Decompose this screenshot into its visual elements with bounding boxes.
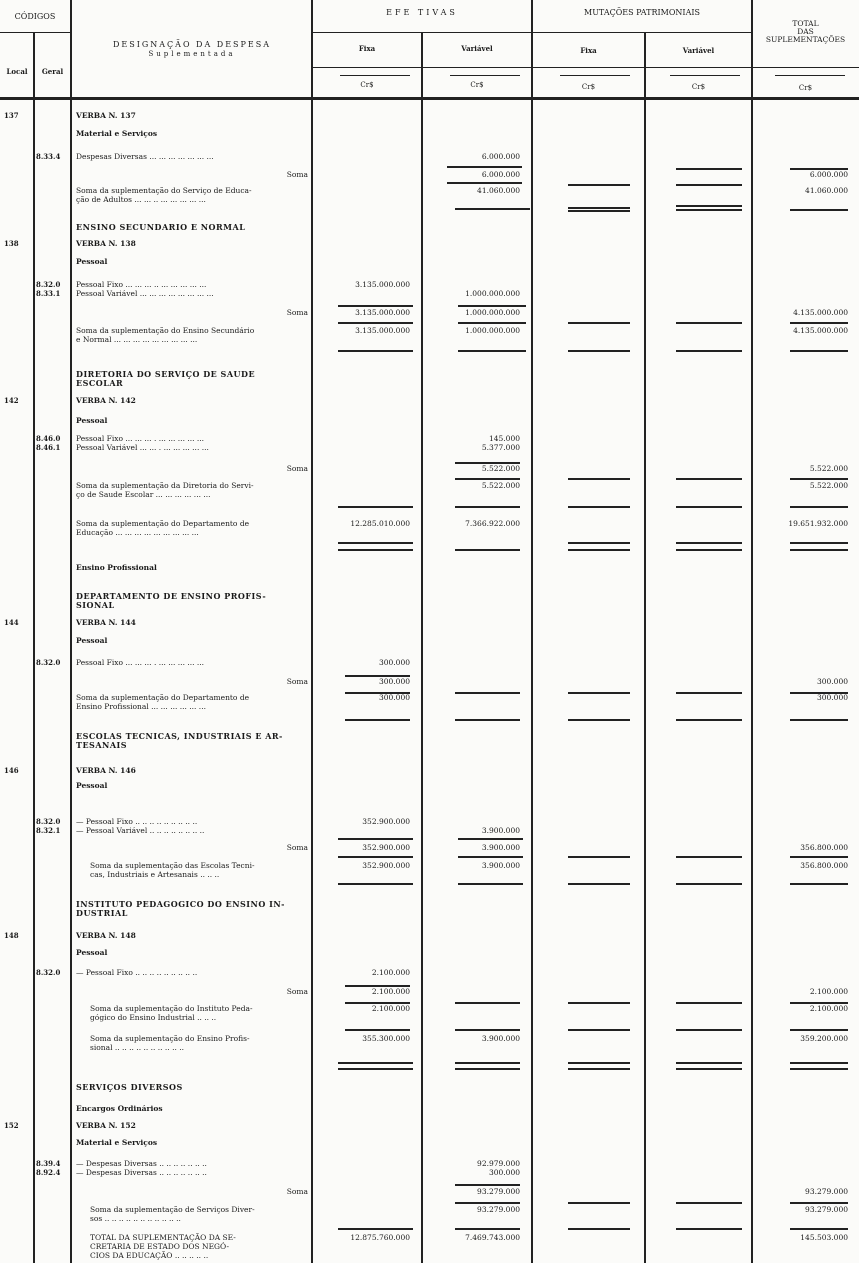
sum-rule: [455, 549, 520, 551]
code-geral: 8.32.0: [36, 968, 61, 977]
amount-variavel: 92.979.000 300.000: [477, 1159, 520, 1177]
row-description: Soma da suplementação das Escolas Tecni- cas, Industriais e Artesanais .. .. ..: [90, 861, 255, 879]
currency-label: Cr$: [470, 81, 484, 89]
row-description: — Pessoal Fixo .. .. .. .. .. .. .. .. ..: [76, 968, 198, 977]
row-description: Pessoal: [76, 781, 108, 790]
row-description: Soma da suplementação do Ensino Profis- sional .. .. .. .. .. .. .. .. .. ..: [90, 1034, 250, 1052]
sum-rule: [676, 1062, 742, 1064]
amount-total: 356.800.000: [800, 861, 848, 870]
code-geral: 8.33.4: [36, 152, 61, 161]
row-description: Ensino Profissional: [76, 563, 157, 572]
sum-rule: [455, 506, 520, 508]
sum-rule: [338, 1068, 413, 1070]
header-bottom-rule: [0, 97, 859, 100]
sum-rule: [458, 350, 526, 352]
amount-fixa: 2.100.000: [371, 987, 410, 996]
sum-rule: [568, 883, 630, 885]
row-description: Soma da suplementação de Serviços Diver- sos .. .. .. .. .. .. .. .. .. .. ..: [90, 1205, 255, 1223]
row-description: Material e Serviços: [76, 1138, 158, 1147]
row-description: Pessoal Fixo ... ... ... .. ... ... ... ... ... Pessoal Variável ... ... ... ... ... ... ... ...: [76, 280, 214, 298]
amount-total: 300.000: [816, 693, 848, 702]
header-geral: Geral: [41, 67, 64, 76]
sum-rule: [790, 350, 848, 352]
row-description: Soma: [286, 843, 308, 852]
sum-rule: [676, 350, 742, 352]
amount-fixa: 2.100.000: [371, 1004, 410, 1013]
code-local: 144: [4, 618, 19, 627]
sum-rule: [676, 322, 742, 324]
header-rule: [340, 75, 410, 76]
row-description: VERBA N. 146: [76, 766, 136, 775]
sum-rule: [338, 1062, 413, 1064]
row-description: Soma: [286, 170, 308, 179]
sum-rule: [676, 1202, 742, 1204]
amount-variavel: 6.000.000: [481, 170, 520, 179]
header-rule: [450, 75, 520, 76]
amount-fixa: 300.000: [378, 693, 410, 702]
sum-rule: [568, 210, 630, 212]
sum-rule: [568, 350, 630, 352]
sum-rule: [455, 1202, 520, 1204]
header-designacao-sub: Suplementada: [148, 50, 236, 58]
amount-variavel: 3.900.000: [481, 843, 520, 852]
sum-rule: [790, 1029, 848, 1031]
row-description: VERBA N. 137: [76, 111, 136, 120]
row-description: Soma da suplementação do Ensino Secundário e Normal ... ... ... ... ... ... ... ... ...: [76, 326, 255, 344]
code-local: 138: [4, 239, 19, 248]
sum-rule: [568, 692, 630, 694]
sum-rule: [447, 182, 522, 184]
amount-variavel: 3.900.000: [481, 826, 520, 835]
sum-rule: [458, 856, 523, 858]
row-description: VERBA N. 152: [76, 1121, 136, 1130]
amount-fixa: 352.900.000: [362, 843, 410, 852]
sum-rule: [790, 856, 848, 858]
code-local: 152: [4, 1121, 19, 1130]
amount-variavel: 3.900.000: [481, 1034, 520, 1043]
sum-rule: [790, 1202, 848, 1204]
sum-rule: [568, 719, 630, 721]
code-local: 137: [4, 111, 19, 120]
sum-rule: [790, 168, 848, 170]
sum-rule: [568, 856, 630, 858]
row-description: — Despesas Diversas .. .. .. .. .. .. .. — Despesas Diversas .. .. .. .. .. .. ..: [76, 1159, 207, 1177]
sum-rule: [455, 692, 520, 694]
column-divider: [70, 0, 72, 1263]
row-description: Soma: [286, 308, 308, 317]
header-designacao: DESIGNAÇÃO DA DESPESA: [112, 40, 271, 49]
sum-rule: [338, 838, 413, 840]
amount-total: 93.279.000: [805, 1205, 848, 1214]
code-local: 148: [4, 931, 19, 940]
sum-rule: [345, 692, 410, 694]
sum-rule: [345, 719, 410, 721]
row-description: Soma da suplementação do Serviço de Educa- ção de Adultos ... ... .. ... ... ... ... ...: [76, 186, 252, 204]
column-divider: [531, 0, 533, 1263]
sum-rule: [676, 719, 742, 721]
amount-fixa: 3.135.000.000: [355, 308, 410, 317]
amount-total: 41.060.000: [805, 186, 848, 195]
sum-rule: [790, 883, 848, 885]
amount-variavel: 1.000.000.000: [465, 308, 520, 317]
amount-total: 2.100.000: [809, 1004, 848, 1013]
amount-variavel: 1.000.000.000: [465, 289, 520, 298]
row-description: Pessoal: [76, 948, 108, 957]
column-divider: [421, 32, 423, 1263]
sum-rule: [676, 692, 742, 694]
sum-rule: [790, 719, 848, 721]
amount-total: 300.000: [816, 677, 848, 686]
sum-rule: [676, 856, 742, 858]
sum-rule: [568, 184, 630, 186]
sum-rule: [455, 462, 520, 464]
row-description: Pessoal: [76, 416, 108, 425]
sum-rule: [455, 1002, 520, 1004]
sum-rule: [676, 1029, 742, 1031]
amount-variavel: 7.366.922.000: [465, 519, 520, 528]
sum-rule: [345, 985, 410, 987]
amount-fixa: 12.875.760.000: [350, 1233, 410, 1242]
currency-label: Cr$: [691, 83, 706, 91]
row-description: Soma da suplementação da Diretoria do Servi- ço de Saude Escolar ... ... ... ... ... ...: [76, 481, 254, 499]
row-description: DEPARTAMENTO DE ENSINO PROFIS- SIONAL: [76, 591, 267, 610]
sum-rule: [790, 1228, 848, 1230]
sum-rule: [676, 883, 742, 885]
amount-fixa: 300.000: [378, 677, 410, 686]
row-description: VERBA N. 138: [76, 239, 136, 248]
sum-rule: [790, 1002, 848, 1004]
amount-fixa: 12.285.010.000: [350, 519, 410, 528]
sum-rule: [345, 1029, 410, 1031]
column-divider: [33, 32, 35, 1263]
header-variavel: Variável: [461, 44, 493, 53]
sum-rule: [676, 1228, 742, 1230]
header-rule: [312, 32, 752, 33]
sum-rule: [790, 506, 848, 508]
column-divider: [644, 32, 646, 1263]
row-description: SERVIÇOS DIVERSOS: [76, 1082, 183, 1092]
code-geral: 8.39.4 8.92.4: [36, 1159, 61, 1177]
sum-rule: [676, 1002, 742, 1004]
amount-total: 5.522.000: [809, 481, 848, 490]
sum-rule: [338, 883, 413, 885]
amount-total: 5.522.000: [809, 464, 848, 473]
sum-rule: [676, 506, 742, 508]
sum-rule: [790, 1062, 848, 1064]
header-total: TOTAL DAS SUPLEMENTAÇÕES: [765, 19, 846, 44]
sum-rule: [790, 478, 848, 480]
sum-rule: [790, 692, 848, 694]
sum-rule: [676, 1068, 742, 1070]
row-description: Soma: [286, 987, 308, 996]
header-rule: [312, 67, 859, 68]
amount-variavel: 1.000.000.000: [465, 326, 520, 335]
row-description: VERBA N. 144: [76, 618, 136, 627]
sum-rule: [568, 322, 630, 324]
row-description: Pessoal Fixo ... ... ... . ... ... ... ... ... Pessoal Variável ... ... . ... ... ... ... ...: [76, 434, 209, 452]
sum-rule: [338, 856, 413, 858]
code-geral: 8.46.0 8.46.1: [36, 434, 61, 452]
sum-rule: [338, 506, 413, 508]
sum-rule: [455, 1062, 520, 1064]
sum-rule: [455, 478, 520, 480]
header-efetivas: EFE TIVAS: [386, 8, 458, 17]
row-description: TOTAL DA SUPLEMENTAÇÃO DA SE- CRETARIA DE ESTADO DOS NEGÓ- CIOS DA EDUCAÇÃO .. .. .. .. ..: [90, 1233, 236, 1260]
sum-rule: [676, 209, 742, 211]
sum-rule: [338, 549, 413, 551]
amount-variavel: 5.522.000: [481, 464, 520, 473]
sum-rule: [790, 549, 848, 551]
amount-variavel: 93.279.000: [477, 1187, 520, 1196]
sum-rule: [338, 305, 413, 307]
header-codigos: CÓDIGOS: [14, 12, 56, 21]
row-description: INSTITUTO PEDAGOGICO DO ENSINO IN- DUSTRIAL: [76, 899, 285, 918]
amount-total: 93.279.000: [805, 1187, 848, 1196]
row-description: Despesas Diversas ... ... ... ... ... ... ...: [76, 152, 214, 161]
row-description: Soma: [286, 677, 308, 686]
row-description: VERBA N. 142: [76, 396, 136, 405]
row-description: Material e Serviços: [76, 129, 158, 138]
sum-rule: [676, 478, 742, 480]
sum-rule: [338, 322, 413, 324]
row-description: ENSINO SECUNDARIO E NORMAL: [76, 222, 246, 232]
code-geral: 8.32.0 8.33.1: [36, 280, 61, 298]
sum-rule: [455, 719, 520, 721]
amount-fixa: 355.300.000: [362, 1034, 410, 1043]
amount-total: 356.800.000: [800, 843, 848, 852]
column-divider: [311, 0, 313, 1263]
sum-rule: [338, 1228, 413, 1230]
sum-rule: [458, 838, 523, 840]
amount-fixa: 352.900.000: [362, 817, 410, 826]
amount-total: 6.000.000: [809, 170, 848, 179]
sum-rule: [568, 549, 630, 551]
amount-total: 2.100.000: [809, 987, 848, 996]
sum-rule: [568, 1029, 630, 1031]
header-rule: [0, 32, 70, 33]
sum-rule: [790, 542, 848, 544]
row-description: Soma da suplementação do Instituto Peda- gógico do Ensino Industrial .. .. ..: [90, 1004, 253, 1022]
sum-rule: [455, 1228, 520, 1230]
header-mutacoes: MUTAÇÕES PATRIMONIAIS: [584, 8, 700, 17]
amount-variavel: 93.279.000: [477, 1205, 520, 1214]
amount-total: 359.200.000: [800, 1034, 848, 1043]
header-rule: [670, 75, 740, 76]
sum-rule: [568, 1062, 630, 1064]
sum-rule: [568, 1202, 630, 1204]
sum-rule: [568, 1002, 630, 1004]
sum-rule: [790, 322, 848, 324]
row-description: Soma da suplementação do Departamento de Educação ... ... ... ... ... ... ... ... ...: [76, 519, 250, 537]
header-fixa: Fixa: [358, 44, 376, 53]
header-rule: [560, 75, 630, 76]
amount-fixa: 3.135.000.000: [355, 326, 410, 335]
currency-label: Cr$: [360, 81, 374, 89]
row-description: — Pessoal Fixo .. .. .. .. .. .. .. .. .. — Pessoal Variável .. .. .. .. .. .. .. ..: [76, 817, 205, 835]
sum-rule: [455, 208, 530, 210]
sum-rule: [568, 1068, 630, 1070]
sum-rule: [458, 883, 523, 885]
code-geral: 8.32.0 8.32.1: [36, 817, 61, 835]
sum-rule: [676, 549, 742, 551]
sum-rule: [676, 205, 742, 207]
sum-rule: [790, 1068, 848, 1070]
amount-fixa: 3.135.000.000: [355, 280, 410, 289]
row-description: Soma da suplementação do Departamento de Ensino Profissional ... ... ... ... ... ...: [76, 693, 250, 711]
header-mut-variavel: Variável: [682, 46, 715, 55]
row-description: Soma: [286, 464, 308, 473]
sum-rule: [455, 1068, 520, 1070]
row-description: Pessoal: [76, 636, 108, 645]
sum-rule: [338, 542, 413, 544]
amount-variavel: 145.000 5.377.000: [481, 434, 520, 452]
code-geral: 8.32.0: [36, 658, 61, 667]
amount-total: 4.135.000.000: [793, 308, 848, 317]
row-description: DIRETORIA DO SERVIÇO DE SAUDE ESCOLAR: [76, 369, 256, 388]
header-rule: [775, 75, 845, 76]
sum-rule: [447, 166, 522, 168]
row-description: Encargos Ordinários: [76, 1104, 163, 1113]
sum-rule: [568, 542, 630, 544]
amount-variavel: 41.060.000: [477, 186, 520, 195]
sum-rule: [676, 184, 742, 186]
row-description: Pessoal: [76, 257, 108, 266]
sum-rule: [455, 1184, 520, 1186]
sum-rule: [568, 207, 630, 209]
amount-variavel: 6.000.000: [481, 152, 520, 161]
amount-variavel: 3.900.000: [481, 861, 520, 870]
amount-total: 4.135.000.000: [793, 326, 848, 335]
row-description: VERBA N. 148: [76, 931, 136, 940]
amount-total: 145.503.000: [800, 1233, 848, 1242]
row-description: ESCOLAS TECNICAS, INDUSTRIAIS E AR- TESANAIS: [76, 731, 283, 750]
sum-rule: [455, 1029, 520, 1031]
sum-rule: [458, 322, 526, 324]
amount-fixa: 300.000: [378, 658, 410, 667]
currency-label: Cr$: [798, 84, 813, 92]
sum-rule: [568, 478, 630, 480]
row-description: Soma: [286, 1187, 308, 1196]
currency-label: Cr$: [581, 83, 596, 91]
sum-rule: [345, 675, 410, 677]
row-description: Pessoal Fixo ... ... ... . ... ... ... ... ...: [76, 658, 205, 667]
sum-rule: [676, 542, 742, 544]
sum-rule: [568, 506, 630, 508]
sum-rule: [676, 168, 742, 170]
header-mut-fixa: Fixa: [580, 46, 597, 55]
header-local: Local: [6, 67, 28, 76]
amount-variavel: 5.522.000: [481, 481, 520, 490]
sum-rule: [568, 1228, 630, 1230]
code-local: 146: [4, 766, 19, 775]
amount-fixa: 352.900.000: [362, 861, 410, 870]
amount-fixa: 2.100.000: [371, 968, 410, 977]
sum-rule: [458, 305, 526, 307]
amount-total: 19.651.932.000: [788, 519, 848, 528]
amount-variavel: 7.469.743.000: [465, 1233, 520, 1242]
code-local: 142: [4, 396, 19, 405]
sum-rule: [345, 1002, 410, 1004]
sum-rule: [338, 350, 413, 352]
sum-rule: [790, 209, 848, 211]
